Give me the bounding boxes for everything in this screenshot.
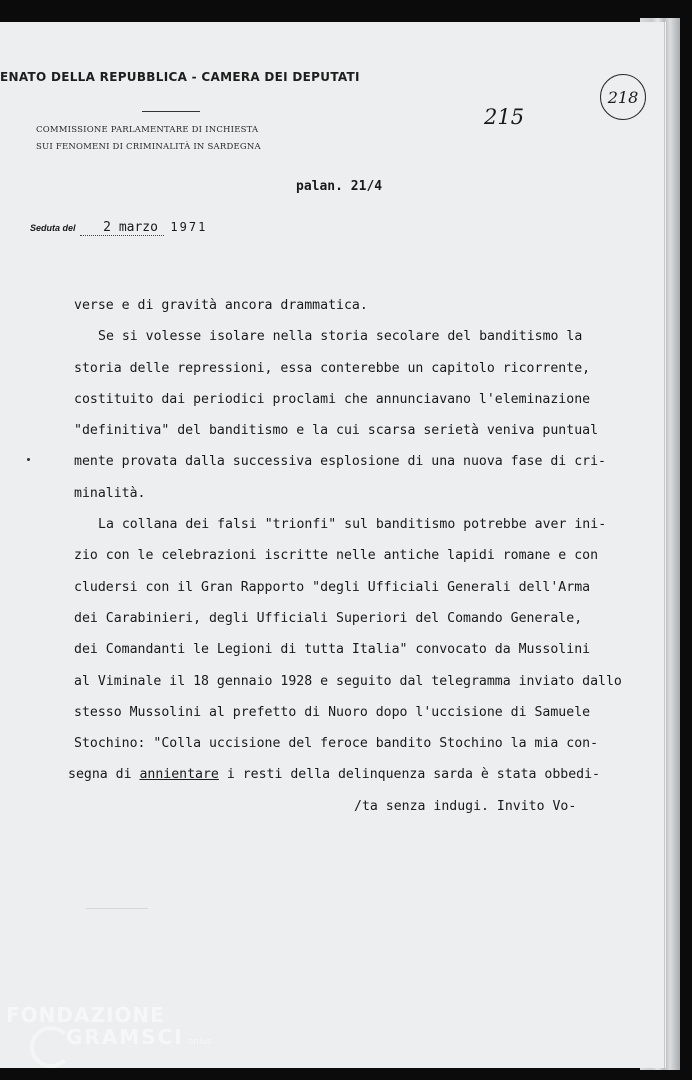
- body-line: [68, 759, 622, 790]
- header-rule: [142, 111, 200, 112]
- body-line: La collana dei falsi "trionfi" sul banditismo potrebbe aver ini-: [98, 517, 607, 533]
- watermark-line-1: FONDAZIONE: [6, 1003, 165, 1027]
- body-line: costituito dai periodici proclami che annunciavano l'eleminazione: [74, 391, 591, 407]
- reference-code: palan. 21/4: [296, 179, 383, 194]
- underlined-word: annientare: [139, 767, 219, 783]
- body-text-fragment: i resti della delinquenza sarda è stata obbedi-: [218, 767, 600, 783]
- body-line: minalità.: [74, 485, 146, 501]
- circled-archive-number: [600, 74, 646, 120]
- commission-line-1: COMMISSIONE PARLAMENTARE DI INCHIESTA: [36, 125, 259, 135]
- body-line: "definitiva" del banditismo e la cui scarsa serietà veniva puntual: [74, 423, 599, 439]
- session-day-month: 2 marzo: [80, 220, 164, 236]
- body-line: stesso Mussolini al prefetto di Nuoro dopo l'uccisione di Samuele: [74, 704, 591, 720]
- body-line: storia delle repressioni, essa conterebbe un capitolo ricorrente,: [74, 360, 591, 376]
- body-line: dei Carabinieri, degli Ufficiali Superiori del Comando Generale,: [74, 610, 583, 626]
- body-line: Stochino: "Colla uccisione del feroce bandito Stochino la mia con-: [74, 736, 599, 752]
- session-date: [30, 218, 207, 236]
- body-text-fragment: segna di: [68, 767, 140, 783]
- institution-header: ENATO DELLA REPUBBLICA - CAMERA DEI DEPUTATI: [0, 70, 360, 84]
- stamp-number: 218: [607, 87, 639, 107]
- show-through-footnote-rule: [86, 908, 148, 909]
- commission-line-2: SUI FENOMENI DI CRIMINALITÀ IN SARDEGNA: [36, 142, 261, 152]
- session-label: Seduta del: [30, 223, 76, 233]
- body-text: [68, 290, 622, 822]
- session-year: 1971: [170, 220, 208, 234]
- watermark-line-2: [6, 1026, 212, 1053]
- body-line: mente provata dalla successiva esplosione di una nuova fase di cri-: [74, 454, 606, 470]
- body-line: cludersi con il Gran Rapporto "degli Ufficiali Generali dell'Arma: [74, 579, 591, 595]
- body-line: /ta senza indugi. Invito Vo-: [354, 798, 577, 814]
- margin-mark: [27, 458, 30, 461]
- body-line: Se si volesse isolare nella storia secolare del banditismo la: [98, 329, 583, 345]
- body-line: verse e di gravità ancora drammatica.: [74, 298, 368, 313]
- body-line: zio con le celebrazioni iscritte nelle antiche lapidi romane e con: [74, 548, 599, 564]
- body-line: al Viminale il 18 gennaio 1928 e seguito dal telegramma inviato dallo: [74, 673, 622, 689]
- watermark-onlus: onlus: [187, 1037, 212, 1047]
- body-line: dei Comandanti le Legioni di tutta Italia" convocato da Mussolini: [74, 642, 591, 658]
- document-page: [0, 22, 664, 1068]
- watermark: [6, 1004, 212, 1053]
- handwritten-page-number: 215: [484, 105, 525, 129]
- watermark-gramsci: GRAMSCI: [66, 1025, 184, 1049]
- commission-name: [36, 122, 261, 156]
